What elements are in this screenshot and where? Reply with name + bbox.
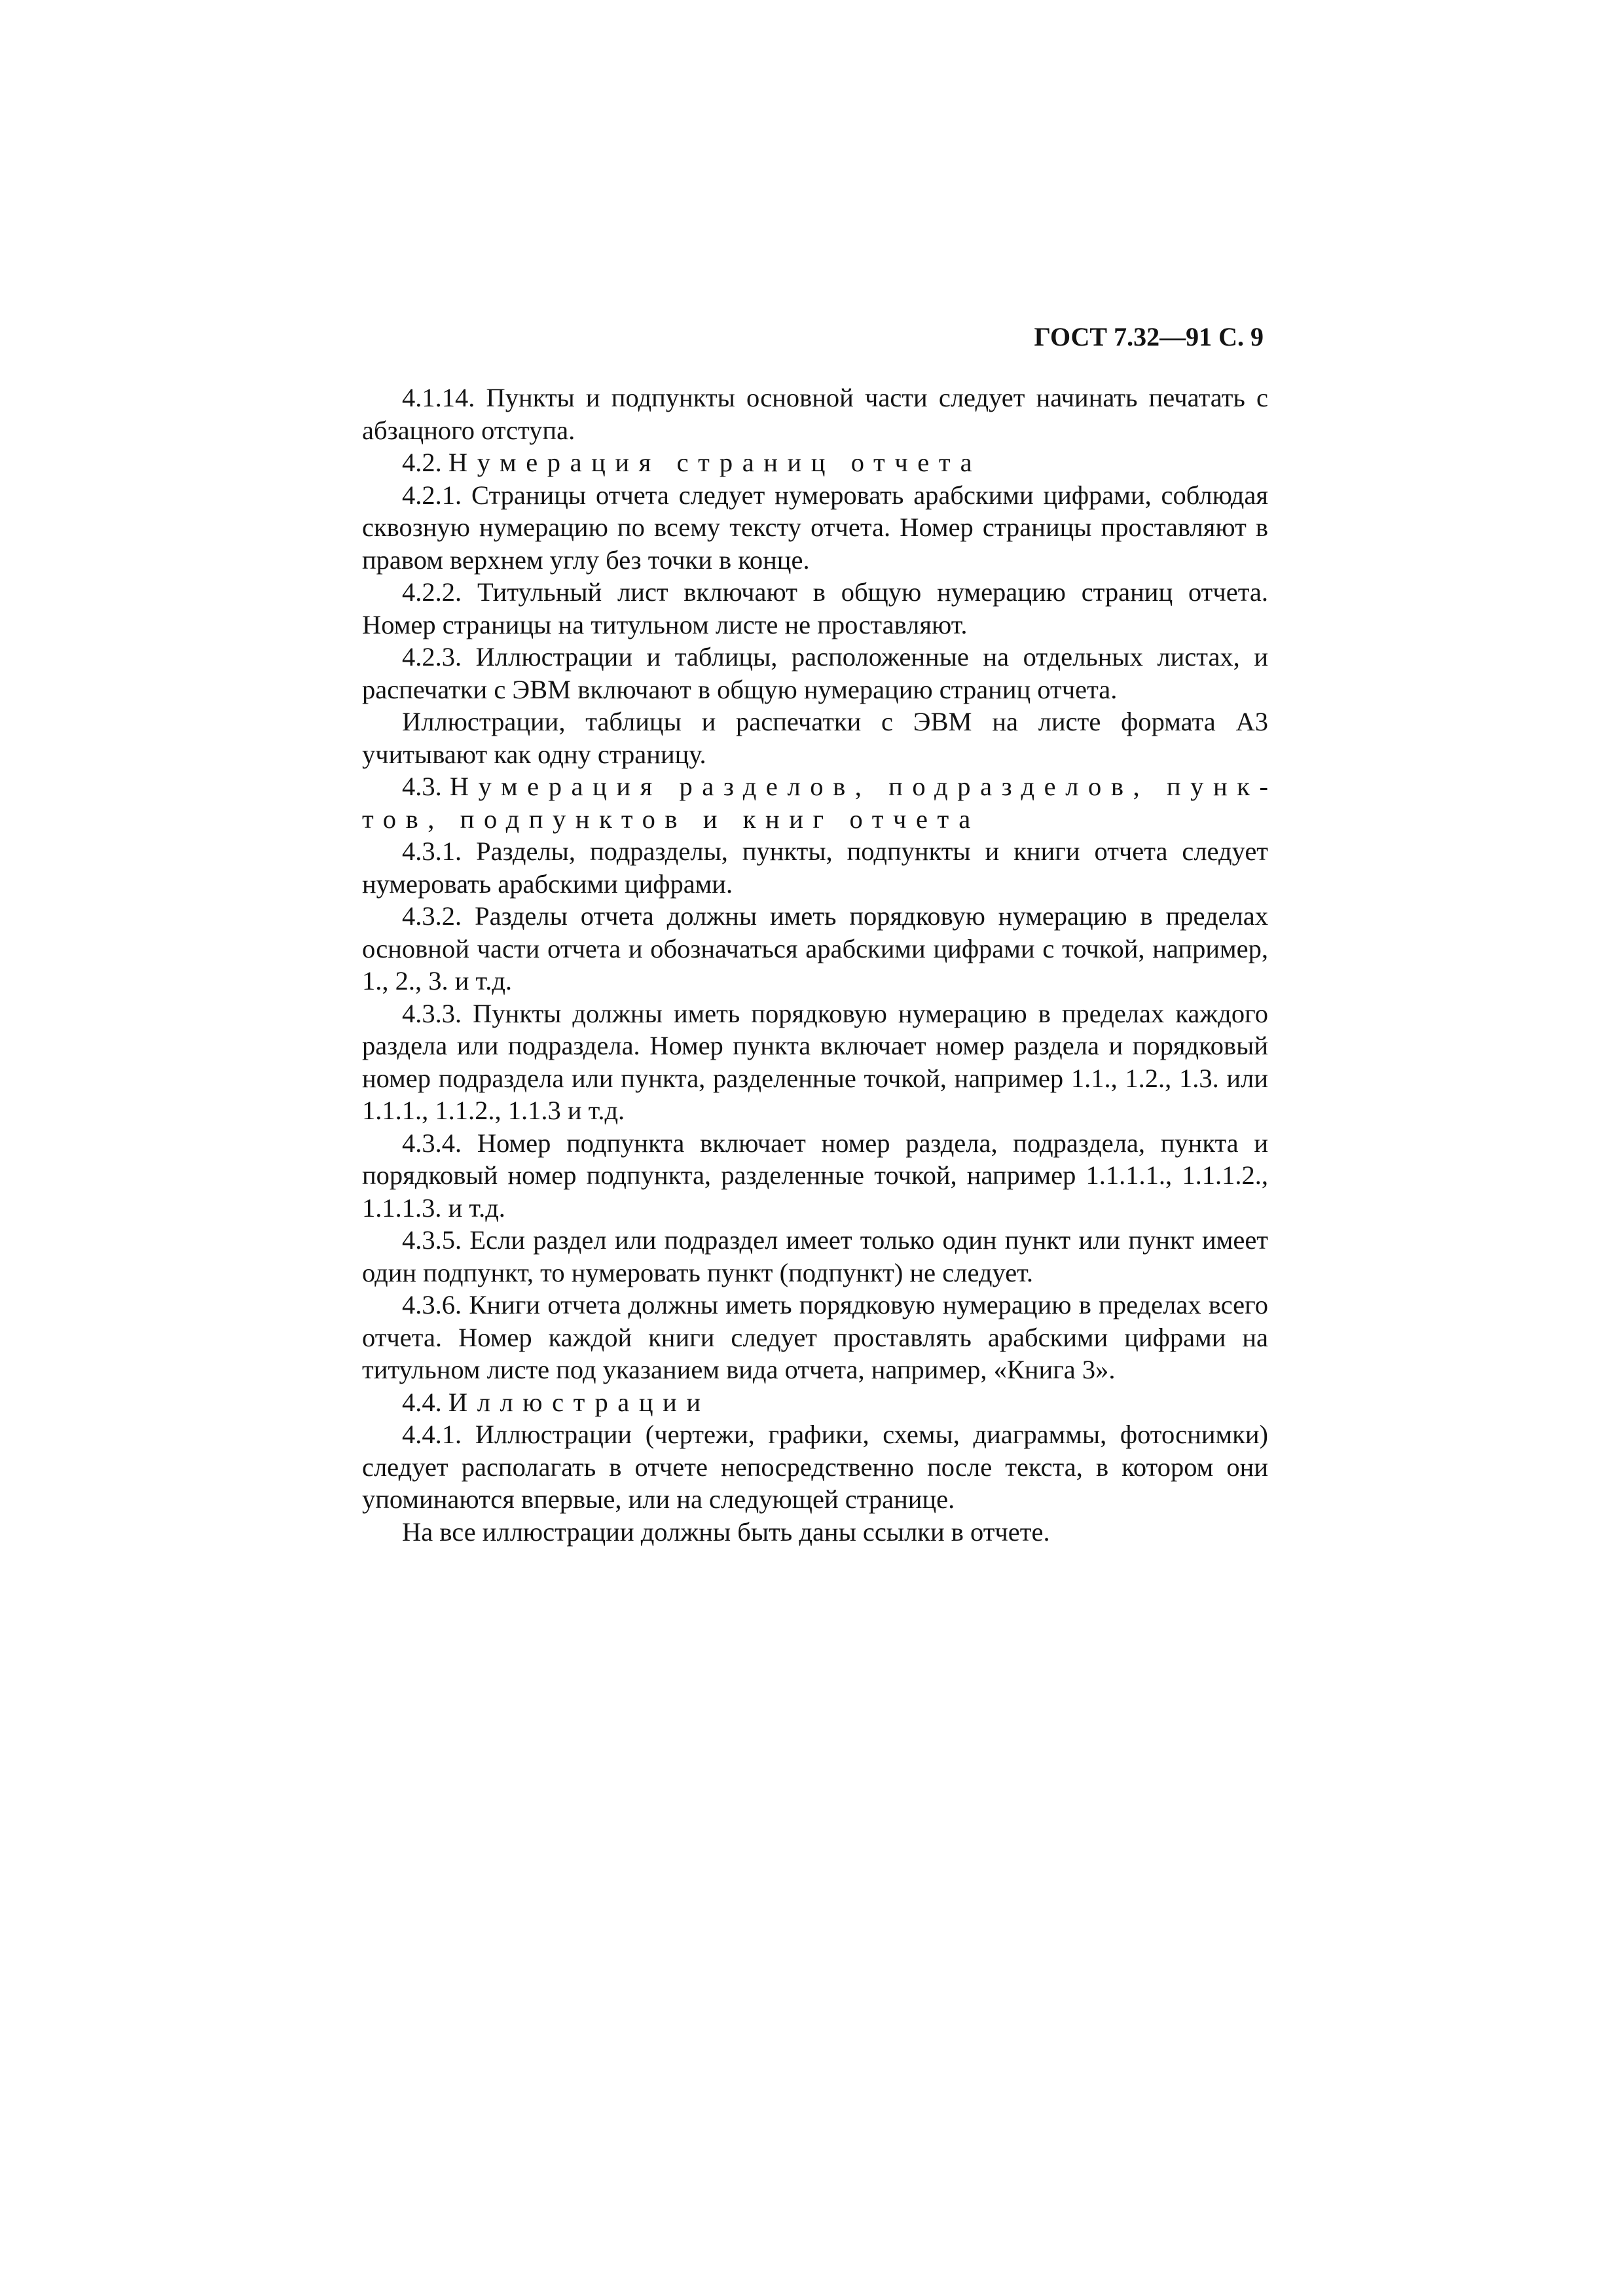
paragraph-text: Иллюстрации и таблицы, расположенные на отдельных листах, и распечатки с ЭВМ включают в общую нумерацию страниц отчета. [362,642,1269,704]
clause-number: 4.3.1. [402,836,462,866]
paragraph-text: Книги отчета должны иметь порядковую нумерацию в пределах всего отчета. Номер каждой книги следует проставлять арабскими цифрами на титульном листе под указанием вида отчета, например, «Книга 3». [362,1290,1269,1384]
paragraph-text: Иллюстрации, таблицы и распечатки с ЭВМ на листе формата А3 учитывают как одну страницу. [362,707,1268,769]
paragraph-4-3-2 [362,900,1268,997]
section-heading-text: Иллюстрации [448,1387,710,1417]
paragraph-4-3-5 [362,1224,1268,1289]
paragraph-text: Страницы отчета следует нумеровать арабскими цифрами, соблюдая сквозную нумерацию по всему тексту отчета. Номер страницы проставляют в правом верхнем углу без точки в конце. [362,480,1268,575]
paragraph-4-3-3 [362,997,1268,1127]
clause-number: 4.2.2. [402,577,462,607]
paragraph-4-2-1 [362,479,1268,577]
document-body [362,382,1268,1548]
running-header [1034,321,1264,353]
clause-number: 4.4.1. [402,1420,462,1449]
section-heading-4-2 [362,446,1268,479]
running-title: ГОСТ 7.32—91 С. 9 [1034,322,1264,351]
paragraph-text: Если раздел или подраздел имеет только один пункт или пункт имеет один подпункт, то нумеровать пункт (подпункт) не следует. [362,1225,1269,1287]
paragraph-4-3-1 [362,835,1268,900]
paragraph-text: Пункты и подпункты основной части следует начинать печатать с абзацного отступа. [362,383,1269,445]
paragraph-text: Иллюстрации (чертежи, графики, схемы, диаграммы, фотоснимки) следует располагать в отчете непосредственно после текста, в котором они упоминаются впервые, или на следующей странице. [362,1420,1268,1514]
paragraph-4-3-4 [362,1127,1268,1225]
paragraph-text: Разделы, подразделы, пункты, подпункты и книги отчета следует нумеровать арабскими цифрами. [362,836,1268,899]
paragraph-text: Титульный лист включают в общую нумерацию страниц отчета. Номер страницы на титульном листе не проставляют. [362,577,1269,639]
section-heading-text: Нумерация страниц отчета [448,448,982,477]
paragraph-references-note [362,1516,1268,1549]
clause-number: 4.2.1. [402,480,462,510]
clause-number: 4.2.3. [402,642,462,672]
paragraph-4-2-2 [362,576,1268,641]
clause-number: 4.1.14. [402,383,475,412]
clause-number: 4.3. [402,772,442,801]
clause-number: 4.2. [402,448,442,477]
paragraph-text: На все иллюстрации должны быть даны ссылки в отчете. [402,1516,1050,1547]
paragraph-4-3-6 [362,1289,1268,1386]
paragraph-text: Разделы отчета должны иметь порядковую нумерацию в пределах основной части отчета и обозначаться арабскими цифрами с точкой, например, 1., 2., 3. и т.д. [362,901,1268,996]
clause-number: 4.3.2. [402,901,462,931]
clause-number: 4.3.4. [402,1128,462,1158]
paragraph-4-4-1 [362,1418,1268,1516]
section-heading-4-3 [362,770,1268,835]
section-heading-4-4 [362,1386,1268,1419]
paragraph-a3-note [362,706,1268,770]
paragraph-4-1-14 [362,382,1268,446]
paragraph-text: Пункты должны иметь порядковую нумерацию в пределах каждого раздела или подраздела. Номер пункта включает номер раздела и порядковый номер подраздела или пункта, разделенные точкой, например 1.1., 1.2., 1.3. или 1.1.1., 1.1.2., 1.1.3 и т.д. [362,998,1269,1125]
clause-number: 4.3.6. [402,1290,462,1319]
clause-number: 4.3.5. [402,1225,462,1255]
section-heading-text: Нумерация разделов, подразделов, пунктов, подпунктов и книг отчета [362,772,1268,834]
clause-number: 4.3.3. [402,998,462,1028]
clause-number: 4.4. [402,1387,442,1417]
paragraph-4-2-3 [362,641,1268,706]
paragraph-text: Номер подпункта включает номер раздела, подраздела, пункта и порядковый номер подпункта, разделенные точкой, например 1.1.1.1., 1.1.1.2., 1.1.1.3. и т.д. [362,1128,1269,1223]
